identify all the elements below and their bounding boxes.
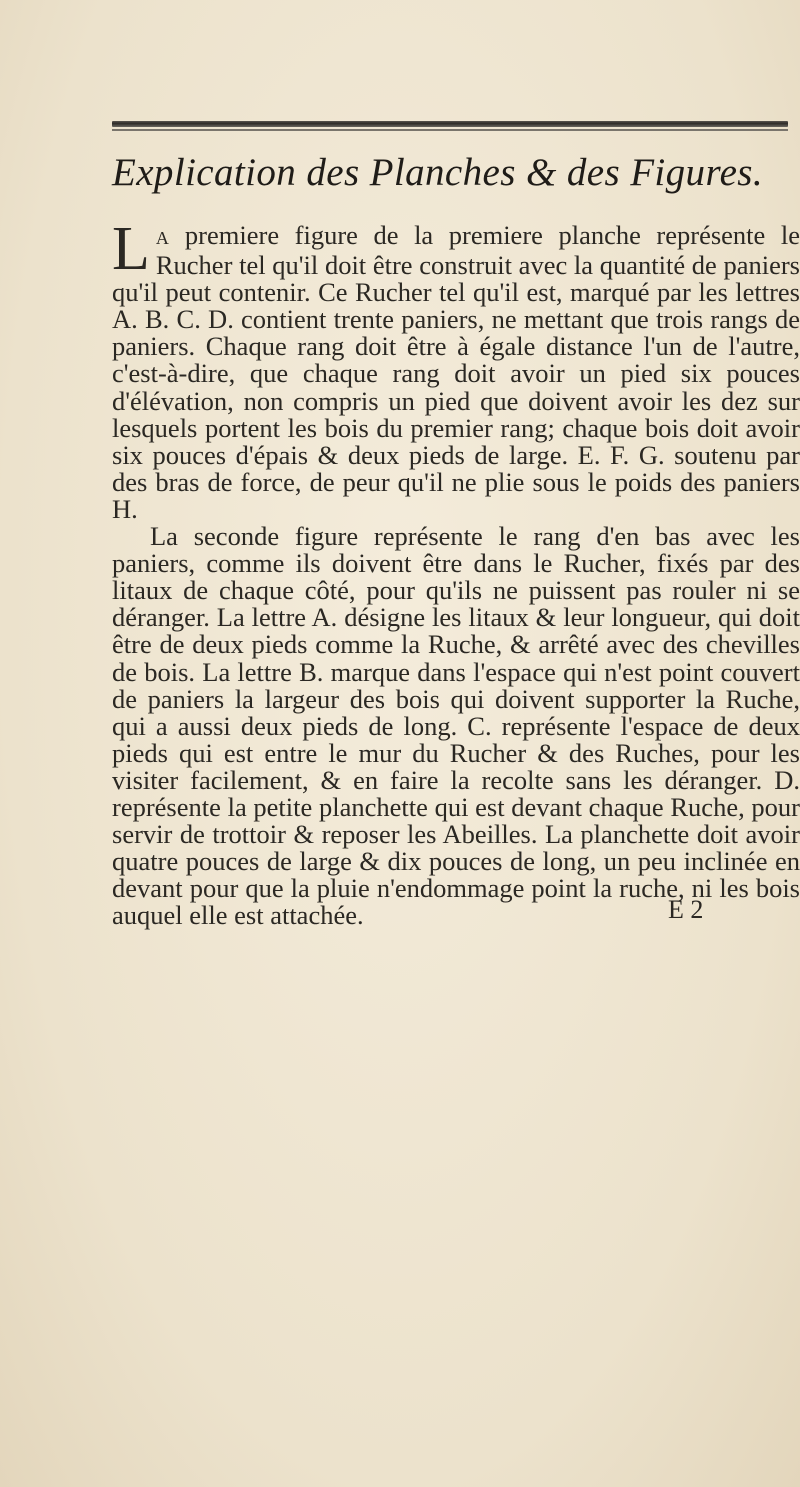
header-rule: [112, 121, 788, 127]
header-rule-thin: [112, 129, 788, 131]
small-cap: A: [155, 228, 170, 248]
drop-cap: L: [112, 215, 150, 283]
paragraph-1-text: premiere figure de la premiere planche représente le Rucher tel qu'il doit être construit avec la quantité de paniers qu'il peut contenir. Ce Rucher tel qu'il est, marqué par les lettres A. B. C. D. contient trente paniers, ne mettant que trois rangs de paniers. Chaque rang doit être à égale distance l'un de l'autre, c'est-à-dire, que chaque rang doit avoir un pied six pouces d'élévation, non compris un pied que doivent avoir les dez sur lesquels portent les bois du premier rang; chaque bois doit avoir six pouces d'épais & deux pieds de large. E. F. G. soutenu par des bras de force, de peur qu'il ne plie sous le poids des paniers H.: [112, 220, 800, 524]
paragraph-1: [112, 215, 800, 524]
paragraph-2: La seconde figure représente le rang d'en bas avec les paniers, comme ils doivent être dans le Rucher, fixés par des litaux de chaque côté, pour qu'ils ne puissent pas rouler ni se déranger. La lettre A. désigne les litaux & leur longueur, qui doit être de deux pieds comme la Ruche, & arrêté avec des chevilles de bois. La lettre B. marque dans l'espace qui n'est point couvert de paniers la largeur des bois qui doivent supporter la Ruche, qui a aussi deux pieds de long. C. représente l'espace de deux pieds qui est entre le mur du Rucher & des Ruches, pour les visiter facilement, & en faire la recolte sans les déranger. D. représente la petite planchette qui est devant chaque Ruche, pour servir de trottoir & reposer les Abeilles. La planchette doit avoir quatre pouces de large & dix pouces de long, un peu inclinée en devant pour que la pluie n'endommage point la ruche, ni les bois auquel elle est attachée.: [112, 521, 800, 931]
page-title: Explication des Planches & des Figures.: [112, 151, 764, 194]
body-text: [112, 215, 800, 931]
catchword: E 2: [668, 895, 704, 924]
